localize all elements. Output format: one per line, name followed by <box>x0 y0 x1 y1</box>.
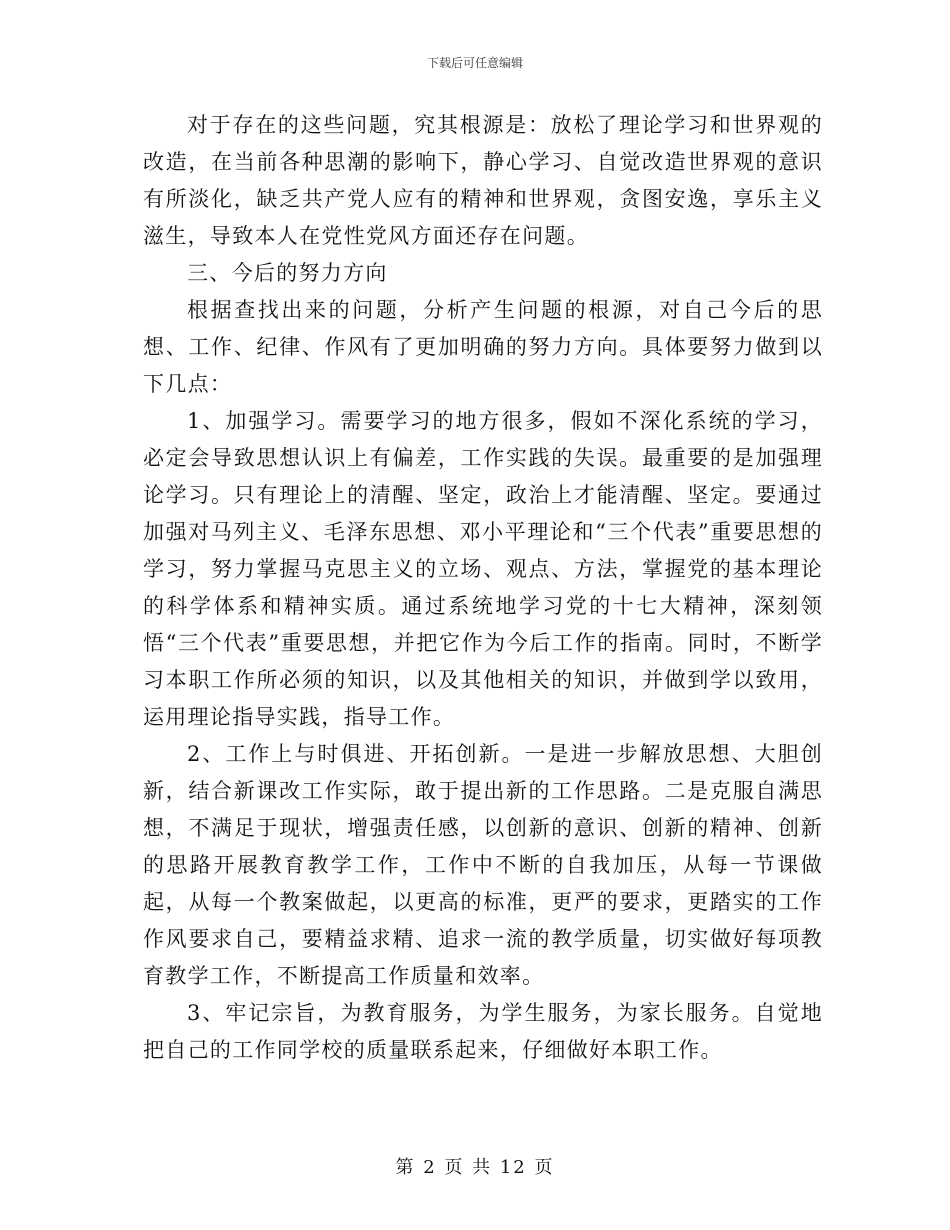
page-number-footer: 第 2 页 共 12 页 <box>395 1157 555 1178</box>
paragraph-intro-direction: 根据查找出来的问题，分析产生问题的根源，对自己今后的思想、工作、纪律、作风有了更加明确的努力方向。具体要努力做到以下几点： <box>143 298 823 396</box>
paragraph-point-1-study: 1、加强学习。需要学习的地方很多，假如不深化系统的学习，必定会导致思想认识上有偏差，工作实践的失误。最重要的是加强理论学习。只有理论上的清醒、坚定，政治上才能清醒、坚定。要通过加强对马列主义、毛泽东思想、邓小平理论和“三个代表”重要思想的学习，努力掌握马克思主义的立场、观点、方法，掌握党的基本理论的科学体系和精神实质。通过系统地学习党的十七大精神，深刻领悟“三个代表”重要思想，并把它作为今后工作的指南。同时，不断学习本职工作所必须的知识，以及其他相关的知识，并做到学以致用，运用理论指导实践，指导工作。 <box>143 409 823 729</box>
paragraph-root-cause: 对于存在的这些问题，究其根源是：放松了理论学习和世界观的改造，在当前各种思潮的影响下，静心学习、自觉改造世界观的意识有所淡化，缺乏共产党人应有的精神和世界观，贪图安逸，享乐主义滋生，导致本人在党性党风方面还存在问题。 <box>143 113 823 248</box>
document-body <box>143 107 823 1069</box>
paragraph-point-2-innovation: 2、工作上与时俱进、开拓创新。一是进一步解放思想、大胆创新，结合新课改工作实际，敢于提出新的工作思路。二是克服自满思想，不满足于现状，增强责任感，以创新的意识、创新的精神、创新的思路开展教育教学工作，工作中不断的自我加压，从每一节课做起，从每一个教案做起，以更高的标准，更严的要求，更踏实的工作作风要求自己，要精益求精、追求一流的教学质量，切实做好每项教育教学工作，不断提高工作质量和效率。 <box>143 742 823 988</box>
page-header: 下载后可任意编辑 <box>426 56 523 70</box>
paragraph-point-3-service: 3、牢记宗旨，为教育服务，为学生服务，为家长服务。自觉地把自己的工作同学校的质量联系起来，仔细做好本职工作。 <box>143 1001 823 1062</box>
section-heading-future-direction: 三、今后的努力方向 <box>187 261 388 285</box>
